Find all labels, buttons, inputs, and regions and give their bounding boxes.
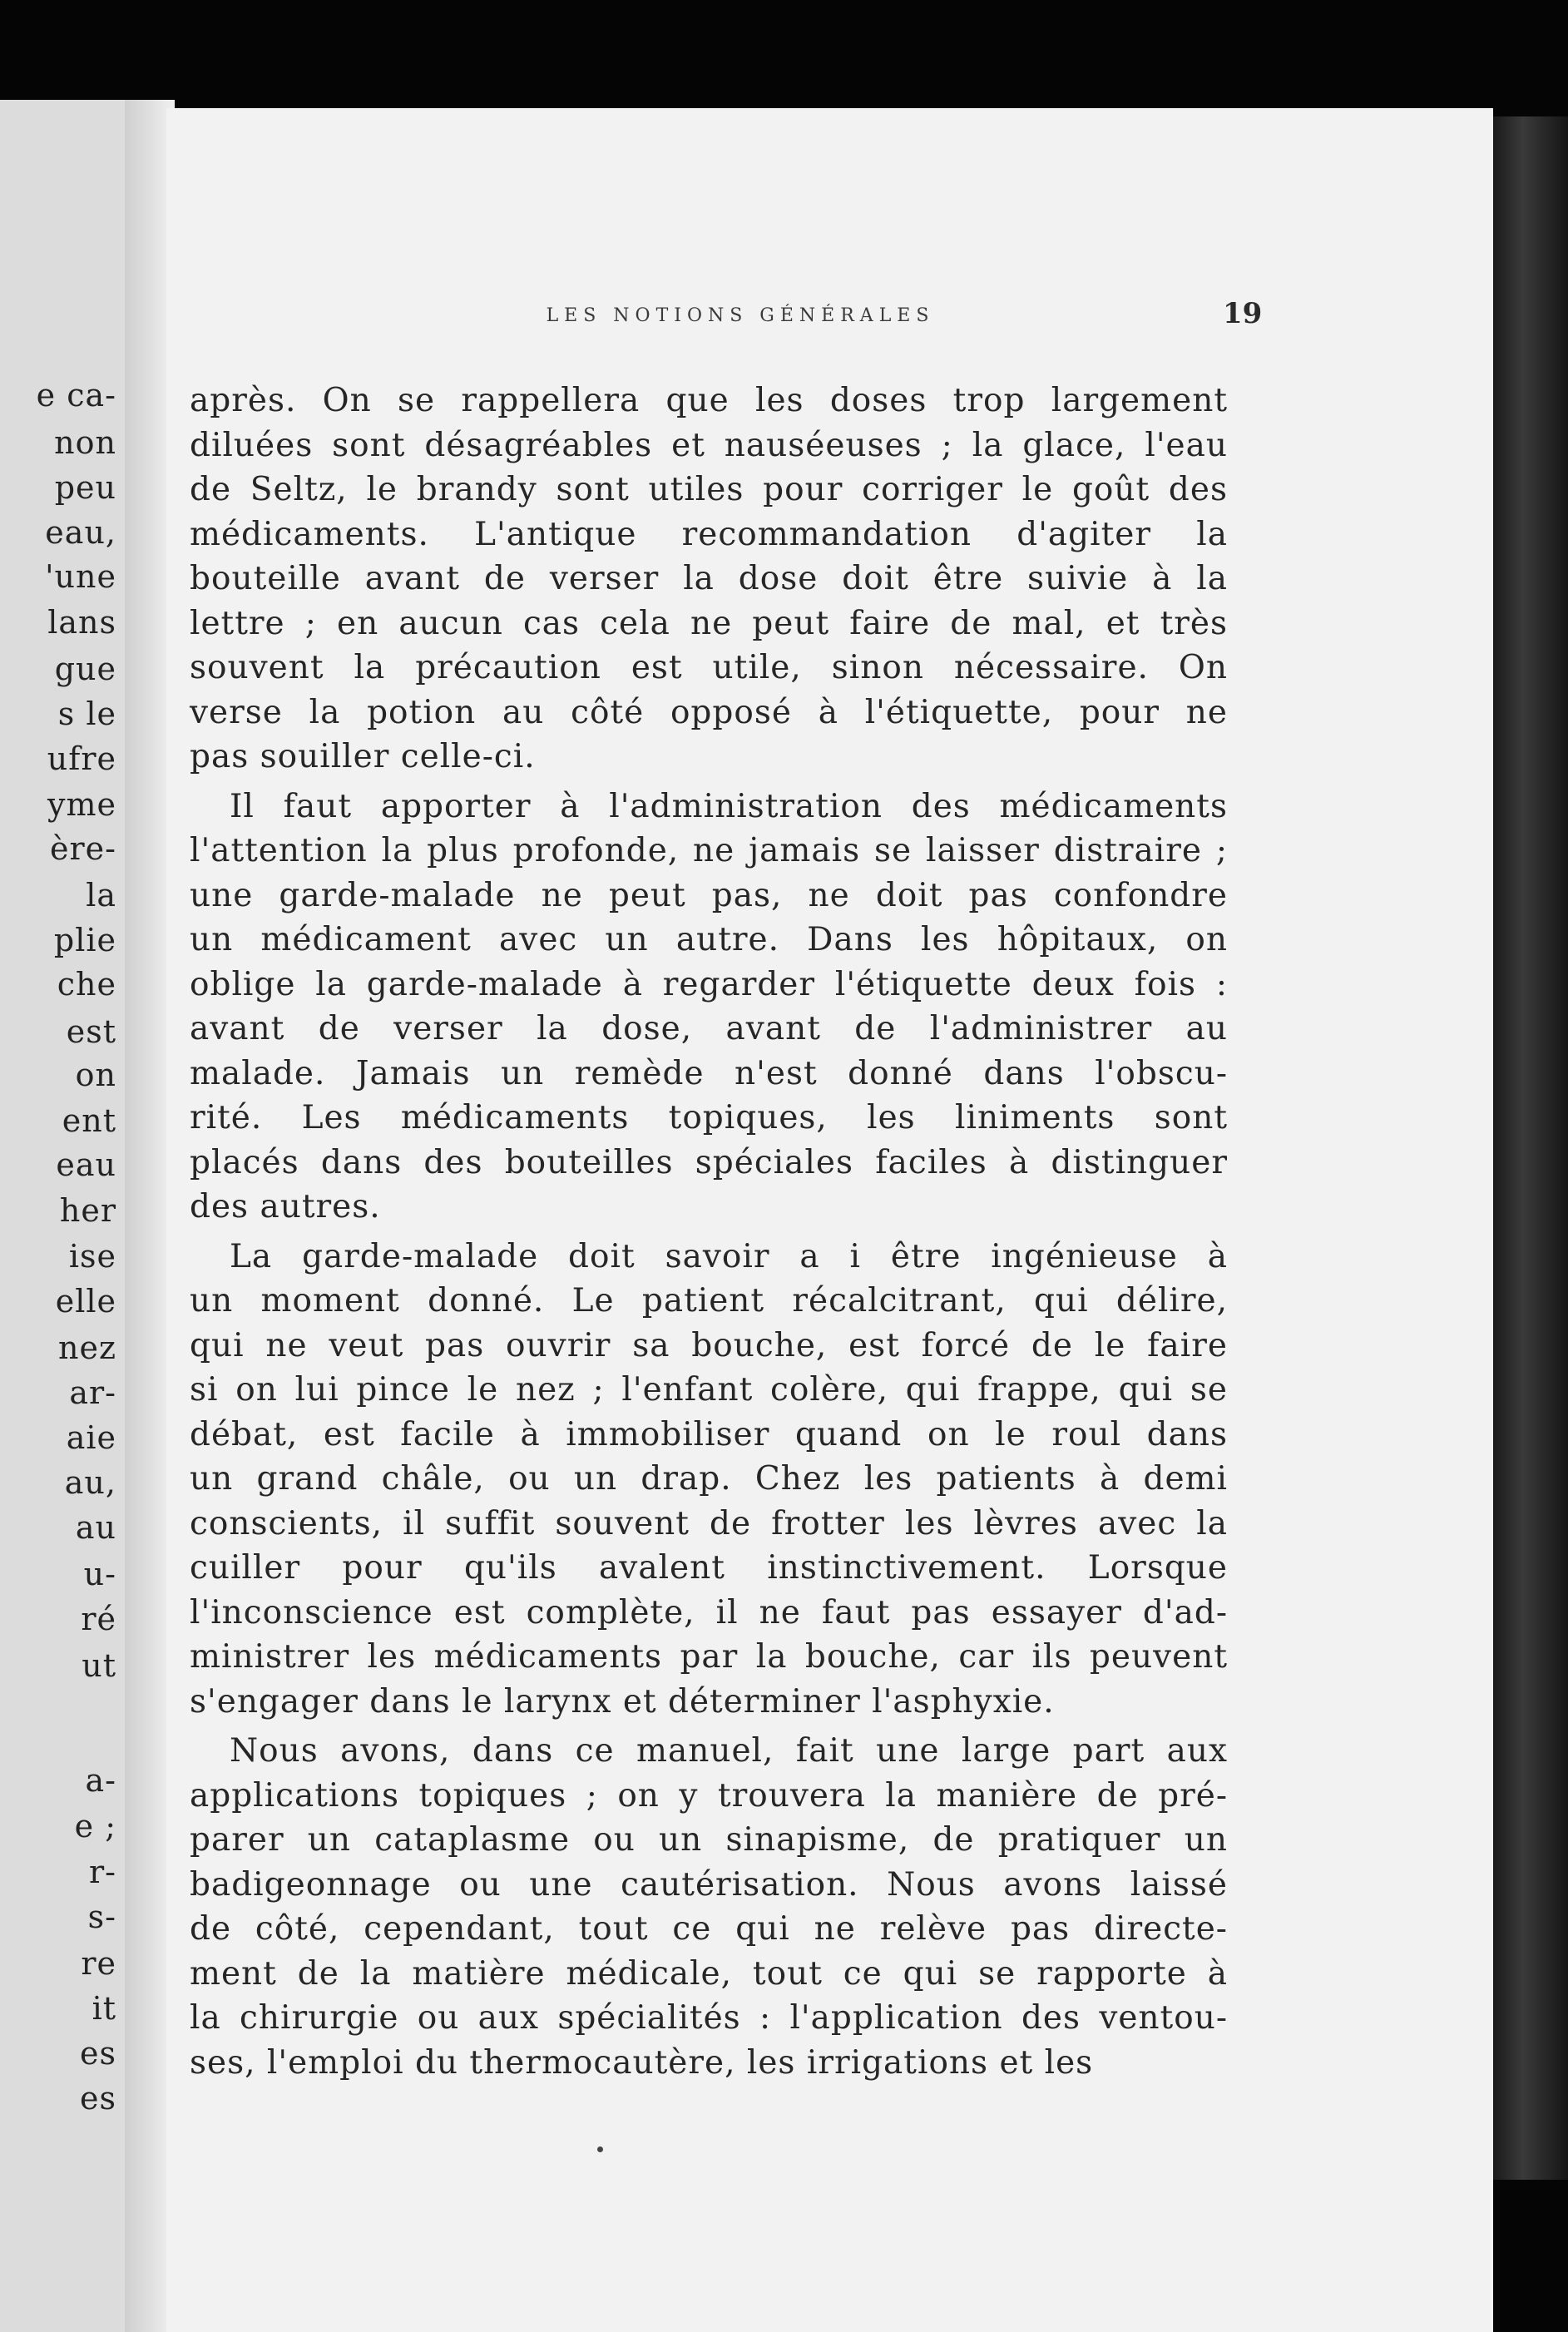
left-page-line: it [92, 1990, 116, 2027]
left-page-line: lans [47, 604, 116, 641]
left-page-line: on [75, 1057, 116, 1093]
text-line: une garde-malade ne peut pas, ne doit pas confondre [190, 876, 1228, 914]
left-page-line: ise [68, 1238, 116, 1275]
left-page-line: la [86, 877, 116, 913]
text-line: oblige la garde-malade à regarder l'étiquette deux fois : [190, 965, 1228, 1003]
text-line: de Seltz, le brandy sont utiles pour corriger le goût des [190, 471, 1228, 508]
left-page-line: eau [56, 1146, 116, 1183]
text-line: qui ne veut pas ouvrir sa bouche, est forcé de le faire [190, 1326, 1228, 1364]
left-page-line: e ca- [36, 377, 116, 413]
text-line: applications topiques ; on y trouvera la manière de pré- [190, 1776, 1228, 1815]
paragraph [190, 1729, 1228, 2085]
text-line: s'engager dans le larynx et déterminer l'asphyxie. [190, 1682, 1055, 1721]
text-line: ses, l'emploi du thermocautère, les irrigations et les [190, 2043, 1094, 2082]
left-page-line: ufre [47, 740, 116, 777]
text-line: La garde-malade doit savoir a i être ingénieuse à [230, 1237, 1228, 1275]
text-line: un médicament avec un autre. Dans les hôpitaux, on [190, 921, 1228, 958]
left-page-line: es [80, 2080, 116, 2117]
left-page-line: 'une [45, 558, 116, 595]
text-line: avant de verser la dose, avant de l'administrer au [190, 1010, 1228, 1047]
text-line: lettre ; en aucun cas cela ne peut faire de mal, et très [190, 604, 1228, 642]
text-line: si on lui pince le nez ; l'enfant colère, qui frappe, qui se [190, 1371, 1228, 1409]
text-line: parer un cataplasme ou un sinapisme, de pratiquer un [190, 1821, 1228, 1859]
text-line: des autres. [190, 1188, 381, 1225]
page-number: 19 [1223, 297, 1263, 330]
text-line: cuiller pour qu'ils avalent instinctivement. Lorsque [190, 1549, 1228, 1587]
left-page-line: ut [82, 1647, 116, 1684]
left-page-line: che [57, 966, 116, 1003]
left-page-line: es [80, 2035, 116, 2072]
text-line: ministrer les médicaments par la bouche, car ils peuvent [190, 1638, 1228, 1676]
paragraph [190, 1235, 1228, 1725]
left-page-line: yme [47, 786, 116, 823]
text-line: de côté, cependant, tout ce qui ne relève pas directe- [190, 1910, 1228, 1948]
left-page-line: r- [88, 1854, 116, 1890]
left-page-line: re [81, 1945, 116, 1982]
left-page-line: au, [64, 1464, 116, 1501]
left-page-line: a- [85, 1762, 116, 1799]
text-line: souvent la précaution est utile, sinon nécessaire. On [190, 649, 1228, 686]
body-text [190, 379, 1228, 2090]
text-line: conscients, il suffit souvent de frotter les lèvres avec la [190, 1504, 1228, 1542]
left-page-line: est [66, 1013, 116, 1050]
left-page-line: non [54, 424, 116, 461]
left-page-line: s le [57, 696, 116, 732]
previous-page-edge [0, 100, 125, 2332]
running-head: LES NOTIONS GÉNÉRALES [546, 305, 935, 326]
text-line: verse la potion au côté opposé à l'étiquette, pour ne [190, 693, 1228, 731]
text-line: Il faut apporter à l'administration des médicaments [230, 787, 1228, 825]
paragraph [190, 379, 1228, 780]
text-line: pas souiller celle-ci. [190, 738, 536, 775]
text-line: un moment donné. Le patient récalcitrant, qui délire, [190, 1282, 1228, 1319]
left-page-line: peu [54, 469, 116, 506]
text-line: diluées sont désagréables et nauséeuses ; la glace, l'eau [190, 426, 1228, 464]
paragraph [190, 785, 1228, 1230]
left-page-line: ère- [50, 830, 116, 867]
text-line: après. On se rappellera que les doses trop largement [190, 382, 1228, 419]
left-page-line: au [75, 1509, 116, 1546]
left-page-line: plie [53, 922, 116, 958]
text-line: médicaments. L'antique recommandation d'agiter la [190, 515, 1228, 553]
text-line: bouteille avant de verser la dose doit être suivie à la [190, 560, 1228, 597]
page-edge-strip [1493, 116, 1568, 2180]
left-page-line: nez [58, 1329, 116, 1366]
left-page-line: ré [81, 1601, 116, 1637]
left-page-line: eau, [45, 514, 116, 551]
text-line: Nous avons, dans ce manuel, fait une large part aux [230, 1732, 1228, 1770]
text-line: ment de la matière médicale, tout ce qui se rapporte à [190, 1954, 1228, 1993]
left-page-line: s- [87, 1899, 116, 1935]
text-line: badigeonnage ou une cautérisation. Nous avons laissé [190, 1865, 1228, 1904]
left-page-line: ent [62, 1102, 116, 1139]
text-line: rité. Les médicaments topiques, les liniments sont [190, 1099, 1228, 1136]
left-page-line: gue [54, 651, 116, 687]
text-line: placés dans des bouteilles spéciales faciles à distinguer [190, 1143, 1228, 1181]
left-page-line: her [59, 1192, 116, 1229]
text-line: un grand châle, ou un drap. Chez les patients à demi [190, 1460, 1228, 1498]
text-line: la chirurgie ou aux spécialités : l'application des ventou- [190, 1999, 1228, 2037]
left-page-line: u- [83, 1556, 116, 1592]
text-line: l'inconscience est complète, il ne faut pas essayer d'ad- [190, 1593, 1228, 1631]
ink-dot [597, 2146, 603, 2152]
left-page-line: aie [66, 1419, 116, 1456]
text-line: malade. Jamais un remède n'est donné dans l'obscu- [190, 1054, 1228, 1092]
left-page-line: ar- [69, 1374, 116, 1411]
text-line: débat, est facile à immobiliser quand on le roul dans [190, 1415, 1228, 1453]
left-page-line: e ; [74, 1808, 116, 1844]
text-line: l'attention la plus profonde, ne jamais se laisser distraire ; [190, 832, 1228, 869]
left-page-line: elle [55, 1283, 116, 1319]
